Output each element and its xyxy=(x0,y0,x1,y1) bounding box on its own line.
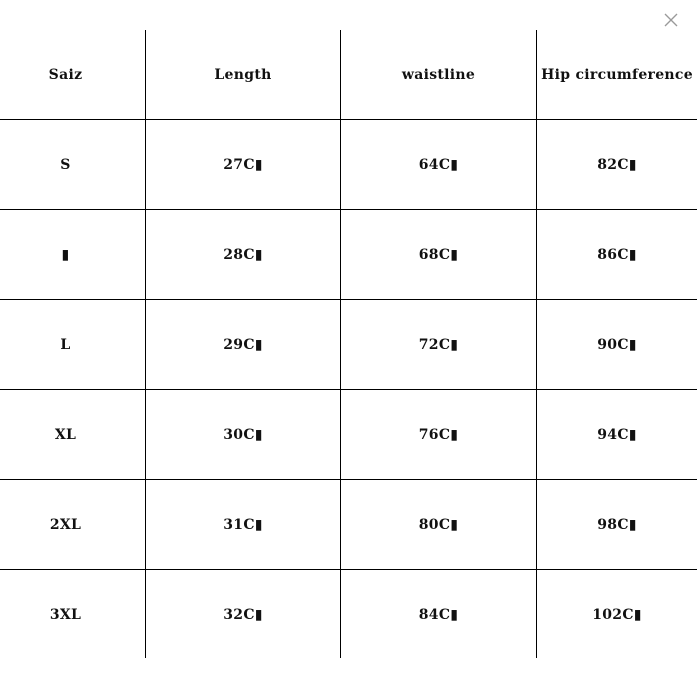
size-cell: 2XL xyxy=(49,517,82,533)
hip-cell: 90C▮ xyxy=(597,337,637,353)
length-cell: 27C▮ xyxy=(223,157,263,173)
size-cell: L xyxy=(60,337,71,353)
length-cell: 31C▮ xyxy=(223,517,263,533)
table-row xyxy=(0,300,697,390)
hip-cell: 86C▮ xyxy=(597,247,637,263)
waistline-cell: 76C▮ xyxy=(418,427,459,443)
hip-cell: 94C▮ xyxy=(597,427,637,443)
table-row xyxy=(0,570,697,660)
table-row xyxy=(0,210,697,300)
header-length: Length xyxy=(214,67,272,83)
size-cell: 3XL xyxy=(49,607,82,623)
table-row xyxy=(0,390,697,480)
header-hip-circumference: Hip circumference xyxy=(541,67,693,83)
waistline-cell: 80C▮ xyxy=(418,517,459,533)
waistline-cell: 64C▮ xyxy=(418,157,459,173)
size-cell: S xyxy=(60,157,71,173)
table-row xyxy=(0,120,697,210)
size-cell: XL xyxy=(54,427,77,443)
header-size: Saiz xyxy=(48,67,83,83)
hip-cell: 102C▮ xyxy=(592,607,642,623)
waistline-cell: 84C▮ xyxy=(418,607,459,623)
header-waistline: waistline xyxy=(401,67,476,83)
table-header-row xyxy=(0,30,697,120)
hip-cell: 82C▮ xyxy=(597,157,637,173)
length-cell: 32C▮ xyxy=(223,607,263,623)
hip-cell: 98C▮ xyxy=(597,517,637,533)
close-button[interactable] xyxy=(660,9,682,31)
size-chart-table xyxy=(0,30,697,658)
waistline-cell: 72C▮ xyxy=(418,337,459,353)
waistline-cell: 68C▮ xyxy=(418,247,459,263)
length-cell: 29C▮ xyxy=(223,337,263,353)
length-cell: 28C▮ xyxy=(223,247,263,263)
close-icon xyxy=(660,9,682,31)
size-cell: ▮ xyxy=(61,247,70,263)
table-row xyxy=(0,480,697,570)
length-cell: 30C▮ xyxy=(223,427,263,443)
